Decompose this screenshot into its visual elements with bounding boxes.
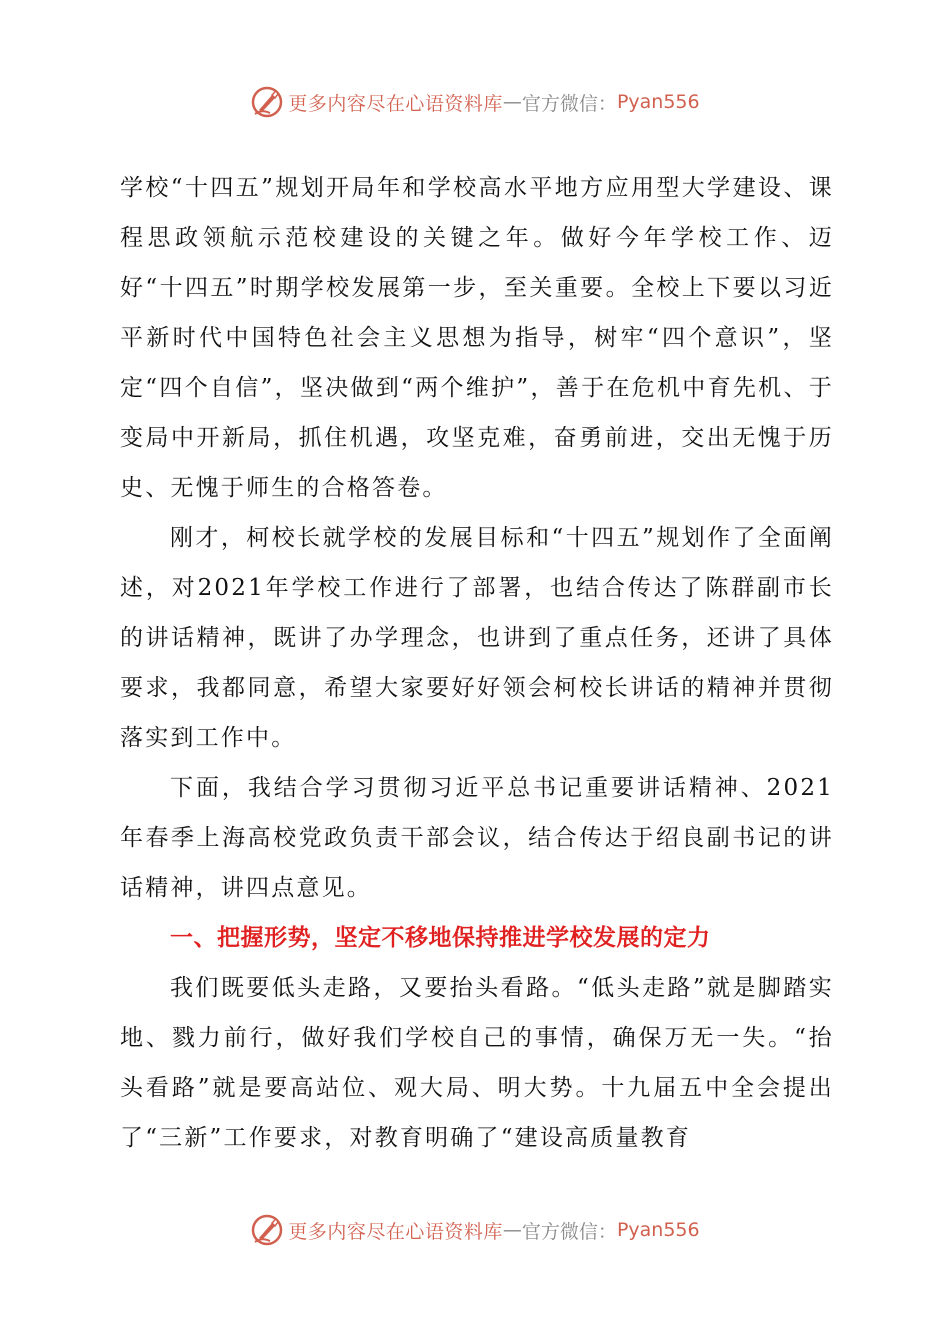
footer-dash: — (502, 1219, 522, 1241)
paragraph-1: 学校“十四五”规划开局年和学校高水平地方应用型大学建设、课程思政领航示范校建设的关键之年。做好今年学校工作、迈好“十四五”时期学校发展第一步，至关重要。全校上下要以习近平新时代中国特色社会主义思想为指导，树牢“四个意识”，坚定“四个自信”，坚决做到“两个维护”，善于在危机中育先机、于变局中开新局，抓住机遇，攻坚克难，奋勇前进，交出无愧于历史、无愧于师生的合格答卷。 (120, 175, 834, 501)
document-body (120, 163, 834, 1163)
section-heading-1: 一、把握形势，坚定不移地保持推进学校发展的定力 (170, 925, 711, 951)
footer-brand: 更多内容尽在心语资料库 (288, 1220, 503, 1243)
footer-wechat-id: Pyan556 (616, 1219, 700, 1241)
footer-wechat-label: 官方微信： (521, 1220, 617, 1243)
footer-banner (0, 1210, 950, 1250)
header-dash: — (502, 91, 522, 113)
header-wechat-id: Pyan556 (616, 91, 700, 113)
header-wechat-label: 官方微信： (521, 92, 617, 115)
header-brand: 更多内容尽在心语资料库 (288, 92, 503, 115)
paragraph-3: 下面，我结合学习贯彻习近平总书记重要讲话精神、2021年春季上海高校党政负责干部会议，结合传达于绍良副书记的讲话精神，讲四点意见。 (120, 775, 834, 901)
pen-logo-icon (250, 85, 284, 119)
pen-logo-icon (250, 1213, 284, 1247)
paragraph-4: 我们既要低头走路，又要抬头看路。“低头走路”就是脚踏实地、戮力前行，做好我们学校自己的事情，确保万无一失。“抬头看路”就是要高站位、观大局、明大势。十九届五中全会提出了“三新”工作要求，对教育明确了“建设高质量教育 (120, 975, 834, 1151)
paragraph-2: 刚才，柯校长就学校的发展目标和“十四五”规划作了全面阐述，对2021年学校工作进行了部署，也结合传达了陈群副市长的讲话精神，既讲了办学理念，也讲到了重点任务，还讲了具体要求，我都同意，希望大家要好好领会柯校长讲话的精神并贯彻落实到工作中。 (120, 525, 834, 751)
header-banner (0, 82, 950, 122)
